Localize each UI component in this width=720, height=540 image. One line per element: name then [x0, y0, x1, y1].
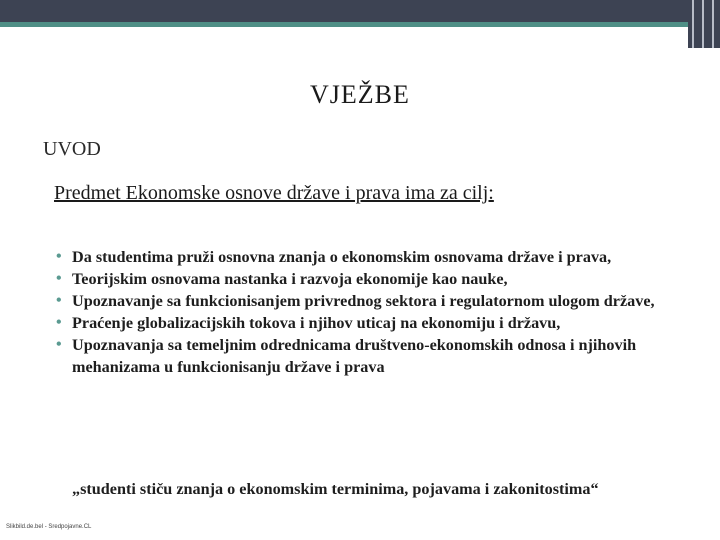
corner-stripe [712, 0, 714, 48]
slide-subtitle: UVOD [43, 138, 101, 160]
bullet-icon: • [56, 292, 62, 309]
goals-list [56, 246, 696, 378]
bullet-icon: • [56, 270, 62, 287]
footer-text: Slikbild.de.bel - Sredpojavne.CL [6, 524, 92, 530]
slide-title: VJEŽBE [310, 80, 410, 109]
list-item [56, 334, 696, 378]
header-bar [0, 0, 720, 22]
list-item-text: Da studentima pruži osnovna znanja o ekonomskim osnovama države i prava, [72, 248, 612, 266]
list-item [56, 312, 696, 334]
corner-stripe [702, 0, 704, 48]
bullet-icon: • [56, 336, 62, 353]
list-item [56, 290, 696, 312]
list-item-text: Teorijskim osnovama nastanka i razvoja ekonomije kao nauke, [72, 270, 508, 288]
subject-heading: Predmet Ekonomske osnove države i prava ima za cilj: [54, 182, 494, 204]
corner-stripe [692, 0, 694, 48]
list-item-text: Praćenje globalizacijskih tokova i njihov uticaj na ekonomiju i državu, [72, 314, 561, 332]
header-accent-line [0, 22, 720, 27]
bullet-icon: • [56, 314, 62, 331]
list-item-text: Upoznavanje sa funkcionisanjem privrednog sektora i regulatornom ulogom države, [72, 292, 655, 310]
bullet-icon: • [56, 248, 62, 265]
list-item [56, 268, 696, 290]
corner-decoration [688, 0, 720, 48]
list-item [56, 246, 696, 268]
list-item-text: Upoznavanja sa temeljnim odrednicama društveno-ekonomskih odnosa i njihovih mehanizama u funkcionisanju države i prava [72, 336, 637, 376]
quote-text: „studenti stiču znanja o ekonomskim terminima, pojavama i zakonitostima“ [72, 480, 599, 498]
